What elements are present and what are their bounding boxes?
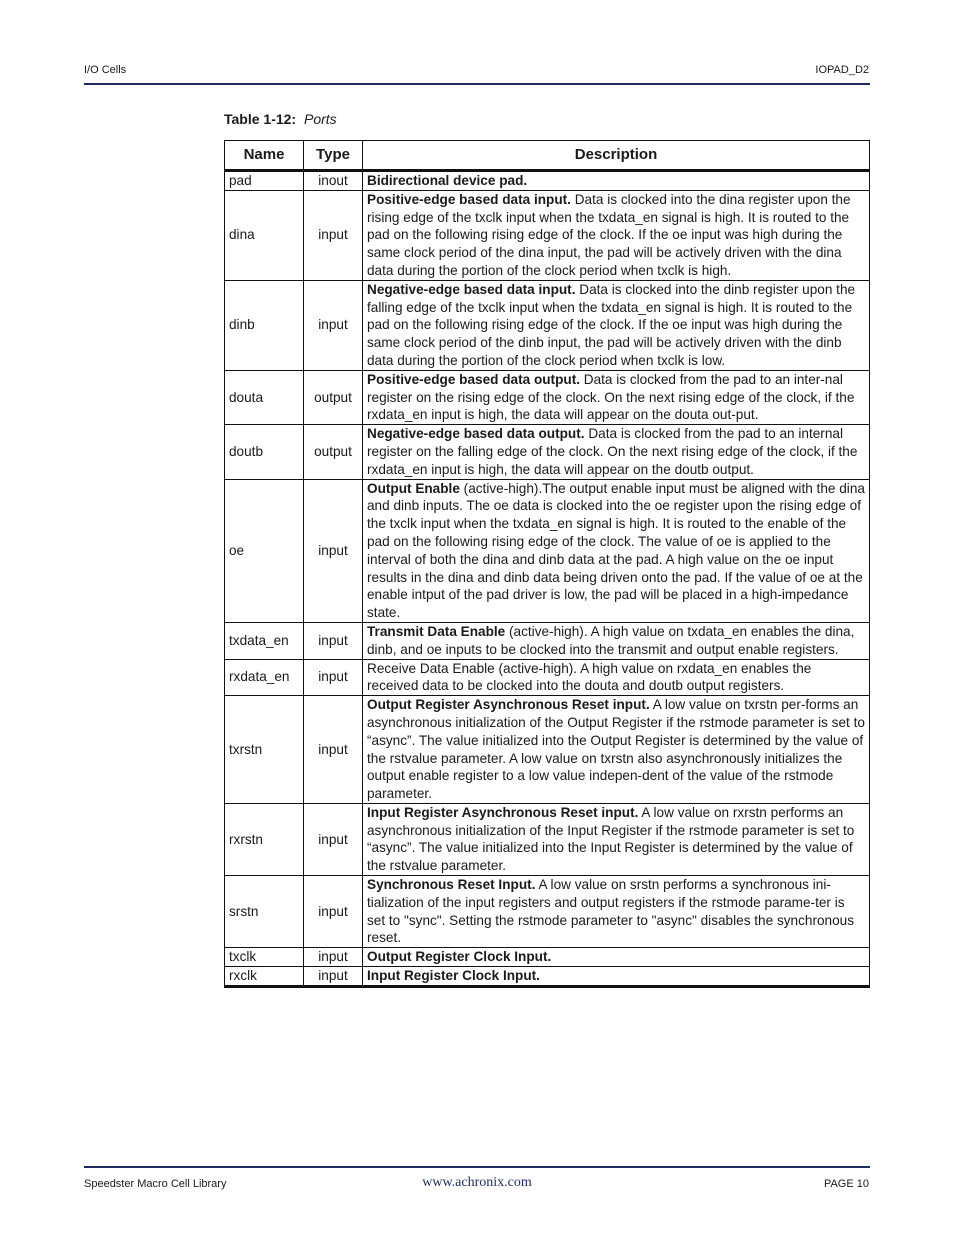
footer-page-number: PAGE 10 — [823, 1178, 869, 1190]
description-lead: Input Register Asynchronous Reset input. — [367, 804, 639, 820]
port-name-cell: rxdata_en — [225, 659, 304, 696]
description-lead: Synchronous Reset Input. — [367, 877, 536, 893]
port-type-cell: input — [304, 948, 363, 967]
port-type-cell: input — [304, 659, 363, 696]
table-row — [225, 803, 870, 875]
description-lead: Bidirectional device pad. — [367, 173, 528, 188]
description-text: A low value on rxrstn performs an asynchronous initialization of the Input Register if the rstmode parameter is set to “async”. The value initialized into the Input Register is determined by the value of the rstvalue parameter. — [367, 804, 855, 874]
description-lead: Input Register Clock Input. — [367, 968, 540, 984]
description-text: (active-high).The output enable input must be aligned with the dina and dinb inputs. The oe data is clocked into the oe register upon the rising edge of the txclk input when the txdata_en signal is high. It is routed to the enable of the pad on the following rising edge of the clock. The value of oe is applied to the interval of both the dina and dinb data at the pad. A high value on the oe input results in the dina and dinb data being driven onto the pad. If the value of oe at the enable intput of the pad driver is low, the pad will be placed in a high-impedance state. — [367, 480, 865, 621]
table-caption-label: Table 1-12: — [224, 111, 297, 127]
port-type-cell: output — [304, 425, 363, 479]
port-type-cell: input — [304, 876, 363, 948]
port-type-cell: input — [304, 280, 363, 370]
column-header-type: Type — [304, 141, 363, 171]
table-row — [225, 479, 870, 622]
port-description-cell — [363, 190, 870, 280]
column-header-name: Name — [225, 141, 304, 171]
port-name-cell: rxrstn — [225, 803, 304, 875]
port-name-cell: pad — [225, 171, 304, 191]
header-section-label: I/O Cells — [84, 64, 127, 76]
table-row — [225, 280, 870, 370]
port-name-cell: dinb — [225, 280, 304, 370]
footer-library-name: Speedster Macro Cell Library — [84, 1178, 227, 1190]
description-text: Data is clocked from the pad to an internal register on the falling edge of the clock. On the next rising edge of the clock, if the rxdata_en input is high, the data will appear on the doutb output. — [367, 426, 858, 477]
description-lead: Output Register Asynchronous Reset input. — [367, 697, 650, 713]
header-cell-name: IOPAD_D2 — [815, 64, 869, 76]
port-description-cell — [363, 425, 870, 479]
port-type-cell: inout — [304, 171, 363, 191]
table-caption-title: Ports — [304, 111, 337, 127]
table-row — [225, 370, 870, 424]
port-type-cell: input — [304, 696, 363, 804]
column-header-description: Description — [363, 141, 870, 171]
port-name-cell: douta — [225, 370, 304, 424]
description-text: Receive Data Enable (active-high). A high value on rxdata_en enables the received data to be clocked into the douta and doutb output registers. — [367, 660, 812, 694]
description-lead: Negative-edge based data input. — [367, 281, 576, 297]
port-description-cell — [363, 659, 870, 696]
description-text: Data is clocked from the pad to an inter-nal register on the rising edge of the clock. On the next rising edge of the clock, if the rxdata_en input is high, the data will appear on the douta out-put. — [367, 371, 855, 423]
footer-rule — [84, 1166, 870, 1168]
port-type-cell: input — [304, 190, 363, 280]
description-lead: Transmit Data Enable — [367, 623, 506, 639]
table-row — [225, 696, 870, 804]
port-description-cell — [363, 171, 870, 191]
port-name-cell: oe — [225, 479, 304, 622]
port-description-cell — [363, 948, 870, 967]
port-type-cell: input — [304, 622, 363, 659]
description-lead: Output Enable — [367, 480, 460, 496]
table-row — [225, 622, 870, 659]
port-type-cell: input — [304, 967, 363, 987]
port-type-cell: output — [304, 370, 363, 424]
port-description-cell — [363, 876, 870, 948]
footer-website-link[interactable]: www.achronix.com — [422, 1175, 532, 1190]
table-caption — [224, 111, 337, 127]
port-description-cell — [363, 370, 870, 424]
table-header-row — [225, 141, 870, 171]
port-name-cell: dina — [225, 190, 304, 280]
table-row — [225, 948, 870, 967]
table-row — [225, 190, 870, 280]
port-description-cell — [363, 622, 870, 659]
description-text: A low value on txrstn per-forms an asynchronous initialization of the Output Register if the rstmode parameter is set to “async”. The value initialized into the Output Register is determined by the value of the rstvalue parameter. A low value on txrstn also asynchronously initializes the output enable register to a low value indepen-dent of the value of the rstmode parameter. — [367, 697, 865, 802]
port-name-cell: txclk — [225, 948, 304, 967]
header-rule — [84, 83, 870, 85]
table-row — [225, 171, 870, 191]
description-lead: Output Register Clock Input. — [367, 949, 552, 965]
port-description-cell — [363, 967, 870, 987]
port-description-cell — [363, 280, 870, 370]
description-lead: Positive-edge based data input. — [367, 191, 571, 207]
port-description-cell — [363, 479, 870, 622]
table-row — [225, 425, 870, 479]
port-name-cell: doutb — [225, 425, 304, 479]
description-lead: Positive-edge based data output. — [367, 371, 580, 387]
port-description-cell — [363, 803, 870, 875]
description-text: Data is clocked into the dinb register upon the falling edge of the txclk input when the txdata_en signal is high. It is routed to the pad on the following rising edge of the clock. If the oe input was high during the same clock period of the dinb input, the pad will be actively driven with the dinb data during the portion of the clock period when txclk is low. — [367, 281, 856, 368]
description-text: Data is clocked into the dina register upon the rising edge of the txclk input when the txdata_en signal is high. It is routed to the pad on the following rising edge of the clock. If the oe input was high during the same clock period of the dina input, the pad will be actively driven with the dina data during the portion of the clock period when txclk is high. — [367, 191, 851, 278]
table-row — [225, 876, 870, 948]
port-type-cell: input — [304, 479, 363, 622]
description-text: A low value on srstn performs a synchronous ini-tialization of the input registers and output registers if the rstmode parame-ter is set to "sync". Setting the rstmode parameter to "async" disables the synchronous reset. — [367, 877, 855, 946]
description-text: (active-high). A high value on txdata_en enables the dina, dinb, and oe inputs to be clocked into the transmit and output enable registers. — [367, 623, 855, 657]
ports-table — [224, 140, 870, 988]
port-description-cell — [363, 696, 870, 804]
port-name-cell: txrstn — [225, 696, 304, 804]
port-name-cell: rxclk — [225, 967, 304, 987]
port-type-cell: input — [304, 803, 363, 875]
description-lead: Negative-edge based data output. — [367, 426, 585, 442]
port-name-cell: txdata_en — [225, 622, 304, 659]
table-row — [225, 967, 870, 987]
table-row — [225, 659, 870, 696]
port-name-cell: srstn — [225, 876, 304, 948]
